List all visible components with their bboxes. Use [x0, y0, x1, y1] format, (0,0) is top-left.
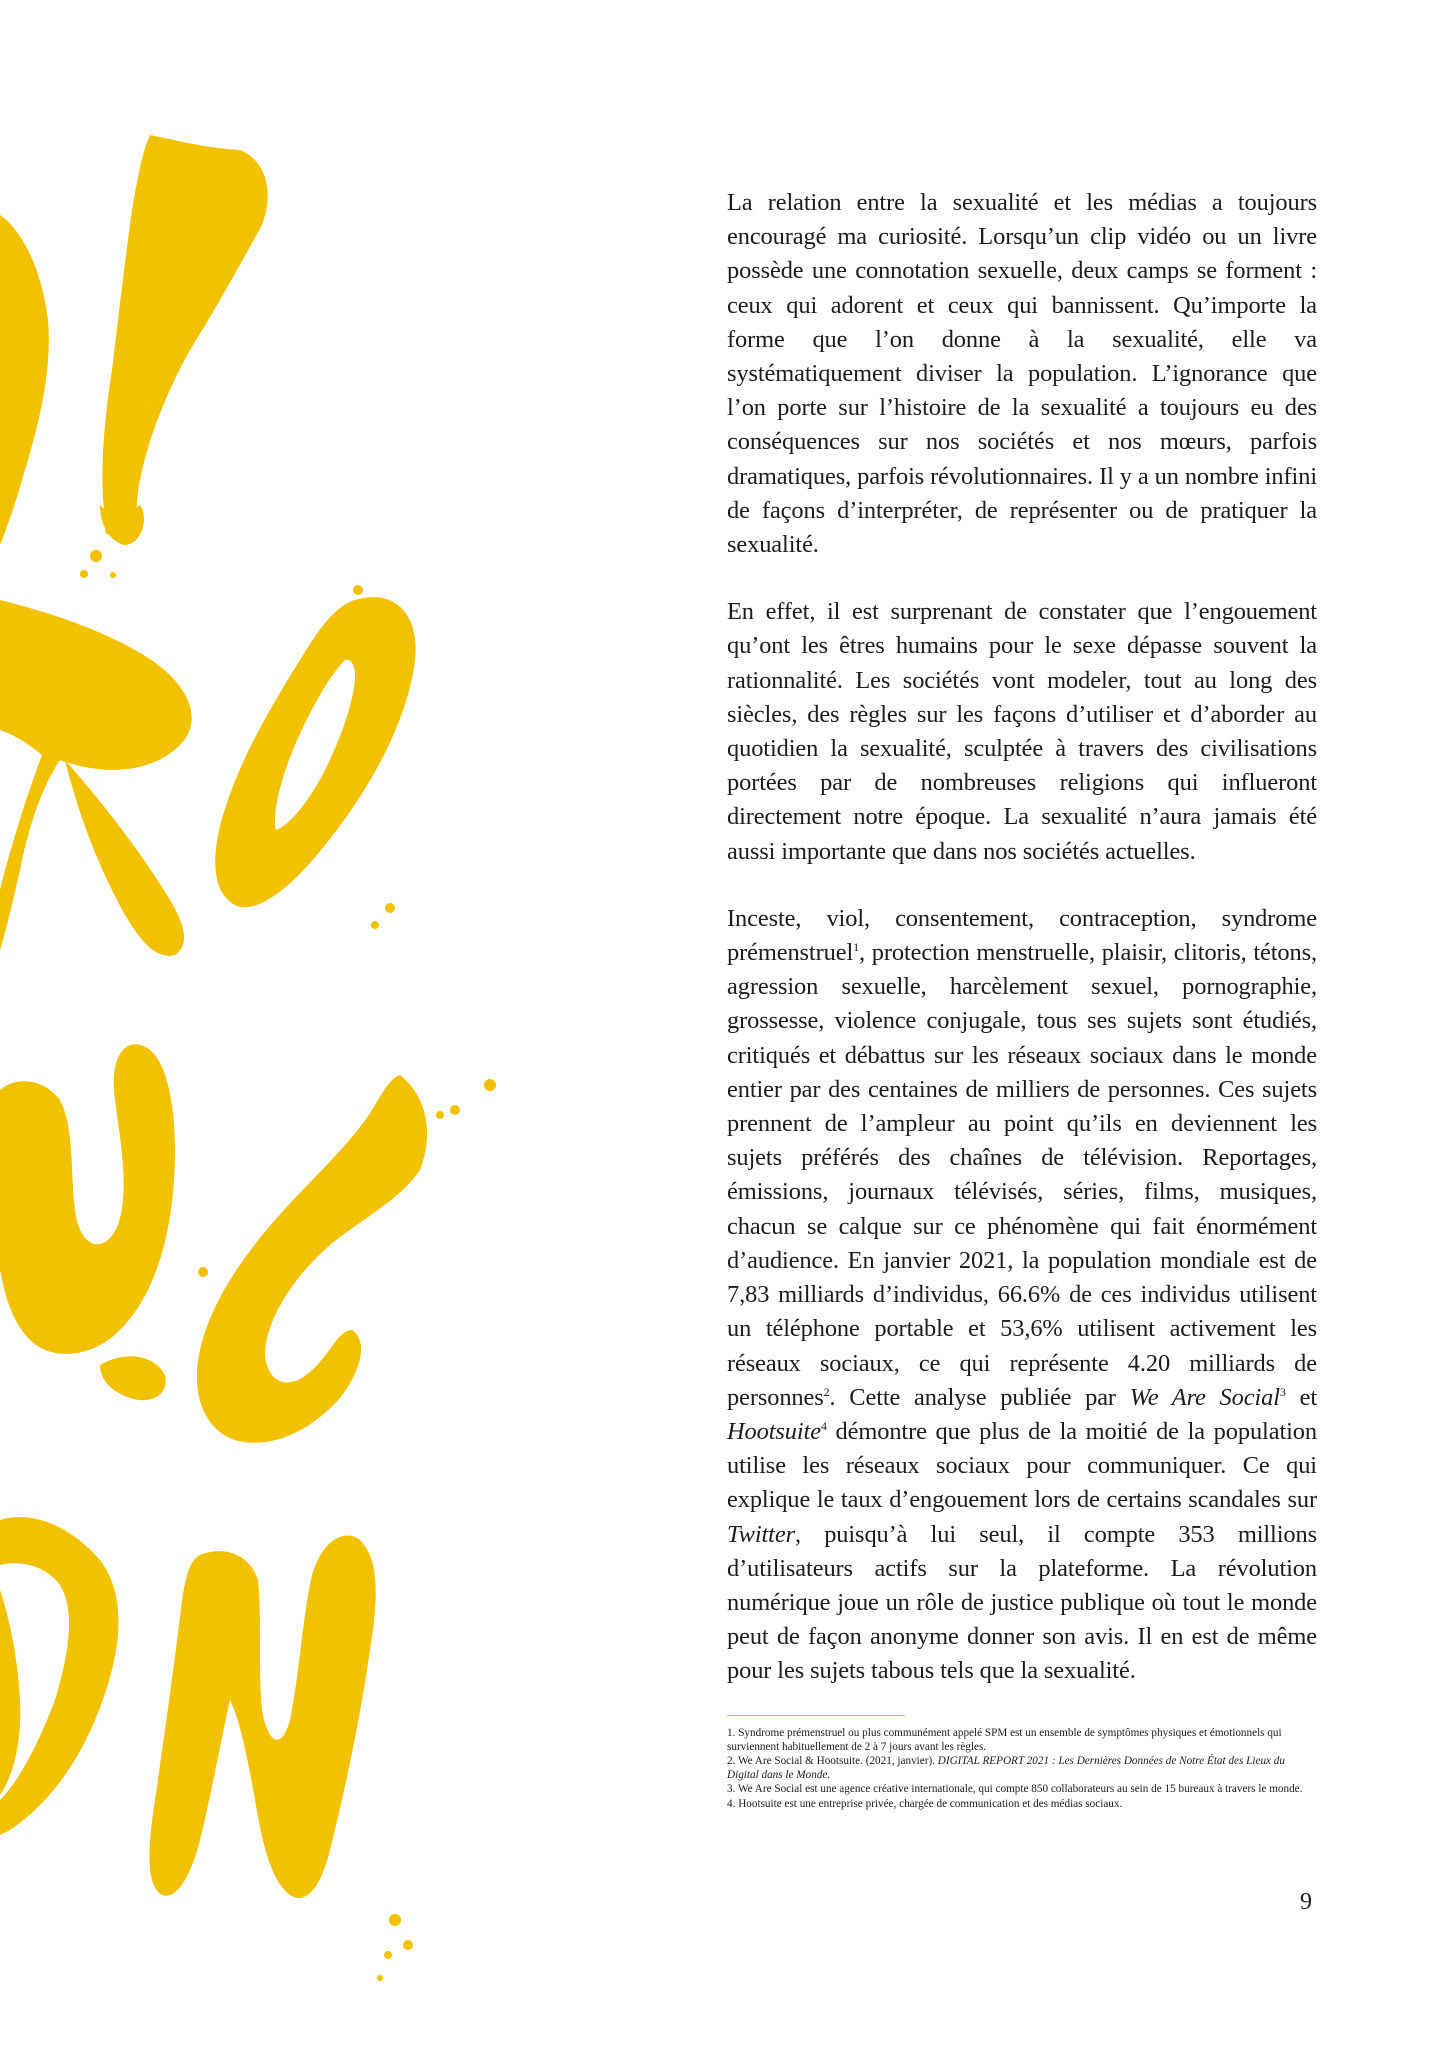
- splatter-dot: [403, 1940, 413, 1950]
- p3-text: Inceste, viol, consentement, contraception, syndrome prémenstruel: [727, 904, 1317, 967]
- footnote-3: 3. We Are Social est une agence créative internationale, qui compte 850 collaborateurs au sein de 15 bureaux à travers le monde.: [727, 1783, 1303, 1796]
- splatter-dot: [198, 1267, 208, 1277]
- letter-n-bottom: [149, 1535, 375, 1898]
- letter-n-right-stroke: [102, 135, 267, 538]
- splatter-dot: [116, 876, 124, 884]
- twitter-name: Twitter: [727, 1520, 795, 1548]
- p3-text: , puisqu’à lui seul, il compte 353 millions d’utilisateurs actifs sur la plateforme. La révolution numérique joue un rôle de justice publique où tout le monde peut de façon anonyme donner son avis. Il en est de même pour les sujets tabous tels que la sexualité.: [727, 1520, 1317, 1685]
- footnote-2-title: DIGITAL REPORT 2021 : Les Dernières Données de Notre État des Lieux du Digital dans le Monde.: [727, 1754, 1285, 1782]
- letter-o: [215, 597, 415, 907]
- hootsuite-name: Hootsuite: [727, 1417, 821, 1445]
- splatter-dot: [450, 1105, 460, 1115]
- splatter-dot: [80, 570, 88, 578]
- splatter-dot: [105, 525, 115, 535]
- decorative-yellow-lettering: [0, 0, 560, 2048]
- paragraph-1: La relation entre la sexualité et les médias a toujours encouragé ma curiosité. Lorsqu’un clip vidéo ou un livre possède une connotation sexuelle, deux camps se forment : ceux qui adorent et ceux qui bannissent. Qu’importe la forme que l’on donne à la sexualité, elle va systématiquement diviser la population. L’ignorance que l’on porte sur l’histoire de la sexualité a toujours eu des conséquences sur nos sociétés et nos mœurs, parfois dramatiques, parfois révolutionnaires. Il y a un nombre infini de façons d’interpréter, de représenter ou de pratiquer la sexualité.: [727, 189, 1317, 559]
- footnote-1: 1. Syndrome prémenstruel ou plus communément appelé SPM est un ensemble de symptômes physiques et émotionnels qui surviennent habituellement de 2 à 7 jours avant les règles.: [727, 1726, 1282, 1753]
- footnote-ref-2: 2: [823, 1384, 830, 1399]
- splatter-dot: [16, 1546, 24, 1554]
- footnote-ref-4: 4: [820, 1418, 827, 1433]
- letter-c: [197, 1075, 427, 1443]
- paragraph-3: [727, 902, 1317, 1689]
- footnote-2-source: 2. We Are Social & Hootsuite. (2021, janvier).: [727, 1754, 938, 1767]
- letter-n-left-stroke: [0, 215, 49, 545]
- paragraph-2: En effet, il est surprenant de constater que l’engouement qu’ont les êtres humains pour le sexe dépasse souvent la rationnalité. Les sociétés vont modeler, tout au long des siècles, des règles sur les façons d’utiliser et d’aborder au quotidien la sexualité, sculptée à travers des civilisations portées par de nombreuses religions qui influeront directement notre époque. La sexualité n’aura jamais été aussi importante que dans nos sociétés actuelles.: [727, 598, 1317, 865]
- footnote-4: 4. Hootsuite est une entreprise privée, chargée de communication et des médias sociaux.: [727, 1797, 1123, 1810]
- footnote-2: [727, 1754, 1317, 1782]
- splatter-dot: [371, 921, 379, 929]
- letter-u-tail: [100, 1356, 166, 1400]
- footnote-ref-3: 3: [1279, 1384, 1286, 1399]
- main-text-column: [727, 186, 1317, 1811]
- splatter-dot: [484, 1079, 496, 1091]
- letter-r-leg: [65, 760, 184, 956]
- splatter-dot: [90, 550, 102, 562]
- page-number: 9: [1300, 1889, 1312, 1915]
- footnote-divider: [727, 1715, 905, 1716]
- splatter-dot: [7, 1520, 17, 1530]
- footnotes: [727, 1726, 1317, 1811]
- splatter-dot: [353, 585, 363, 595]
- p3-text: démontre que plus de la moitié de la population utilise les réseaux sociaux pour communiquer. Ce qui explique le taux d’engouement lors de certains scandales sur: [727, 1417, 1317, 1514]
- p3-text: et: [1285, 1383, 1317, 1411]
- p3-text: , protection menstruelle, plaisir, clitoris, tétons, agression sexuelle, harcèlement sexuel, pornographie, grossesse, violence conjugale, tous ses sujets sont étudiés, critiqués et débattus sur les réseaux sociaux dans le monde entier par des centaines de milliers de personnes. Ces sujets prennent de l’ampleur au point qu’ils en deviennent les sujets préférés des chaînes de télévision. Reportages, émissions, journaux télévisés, séries, films, musiques, chacun se calque sur ce phénomène qui fait énormément d’audience. En janvier 2021, la population mondiale est de 7,83 milliards d’individus, 66.6% de ces individus utilisent un téléphone portable et 53,6% utilisent activement les réseaux sociaux, ce qui représente 4.20 milliards de personnes: [727, 939, 1317, 1411]
- splatter-dot: [385, 903, 395, 913]
- splatter-dot: [377, 1975, 383, 1981]
- p3-text: . Cette analyse publiée par: [829, 1383, 1130, 1411]
- splatter-dot: [389, 1914, 401, 1926]
- letter-o-bottom: [0, 1517, 119, 1835]
- splatter-dot: [436, 1111, 444, 1119]
- splatter-dot: [384, 1951, 392, 1959]
- letter-u: [0, 1044, 175, 1354]
- we-are-social-name: We Are Social: [1129, 1383, 1280, 1411]
- footnote-ref-1: 1: [853, 940, 860, 955]
- splatter-dot: [110, 572, 116, 578]
